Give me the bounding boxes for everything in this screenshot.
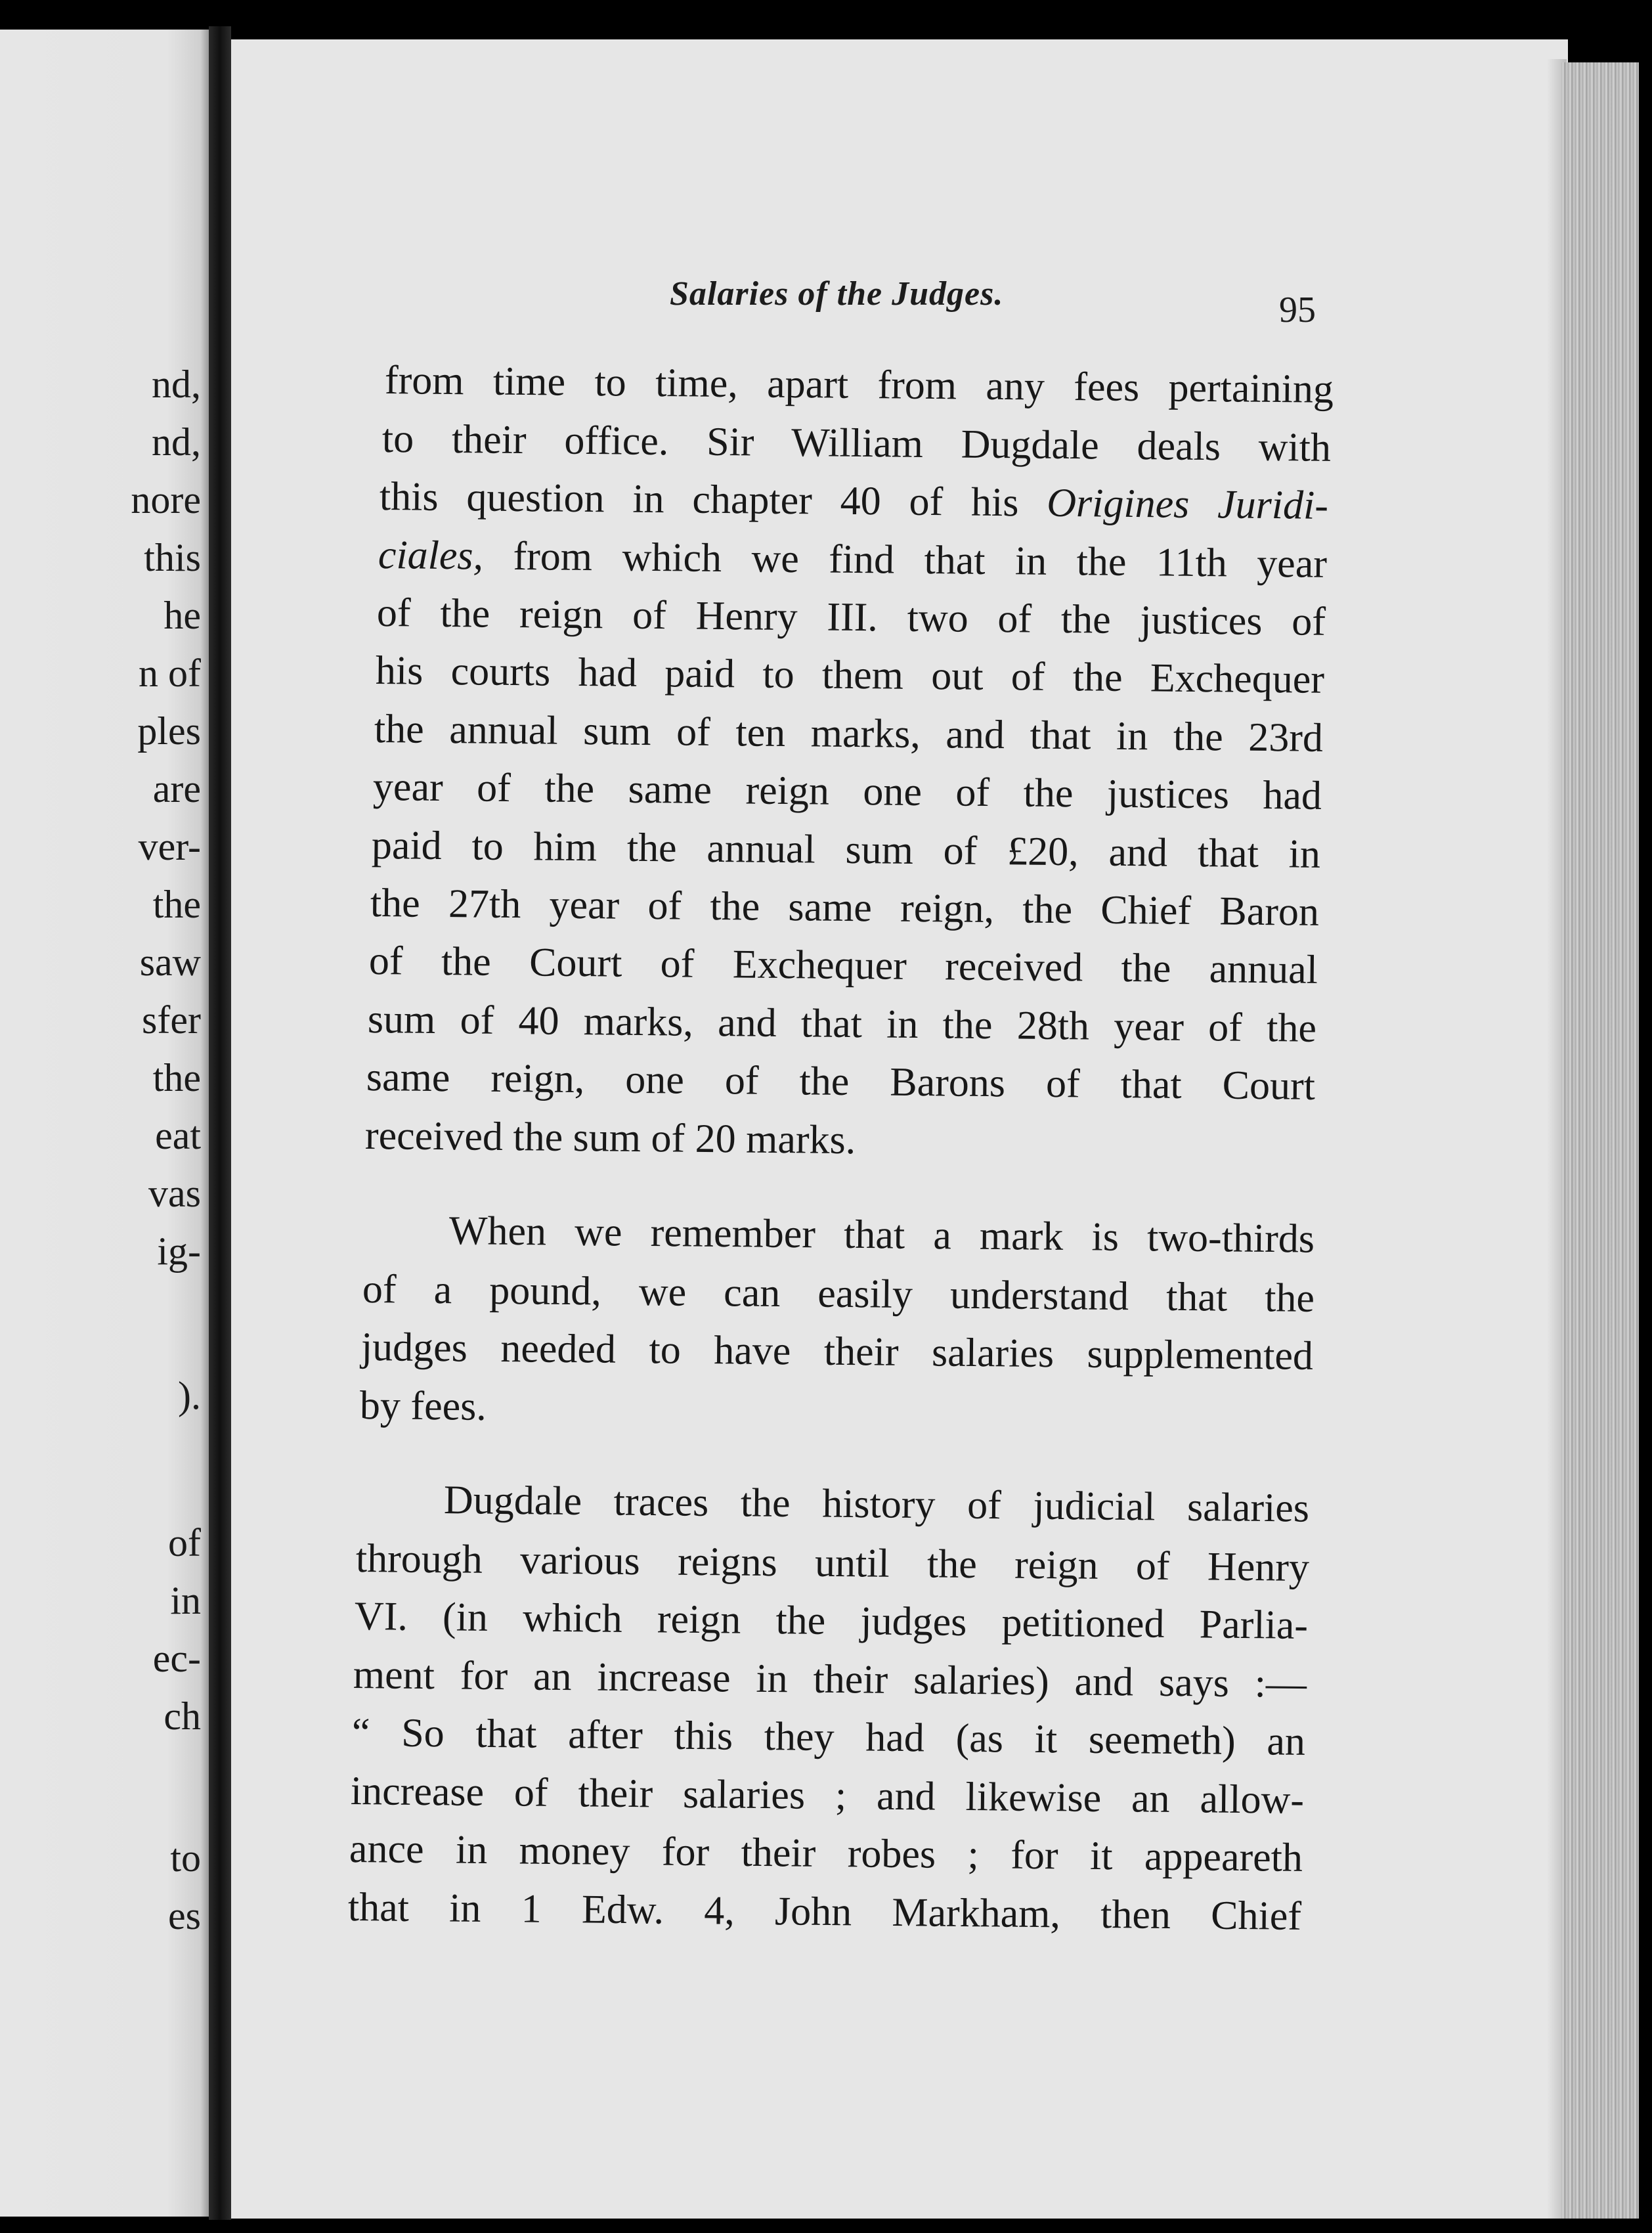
left-line-fragment: vas: [148, 1172, 201, 1215]
text-line: [380, 476, 1329, 526]
book-gutter: [209, 26, 231, 2220]
book-title-italic: ciales,: [378, 533, 484, 579]
text-line: through various reigns until the reign of Henry: [355, 1536, 1310, 1590]
text-line: his courts had paid to them out of the Exchequer: [375, 648, 1325, 702]
text-line: sum of 40 marks, and that in the 28th year of the: [367, 997, 1317, 1051]
text-line: ment for an increase in their salaries) and says :—: [353, 1652, 1307, 1706]
left-line-fragment: eat: [155, 1114, 201, 1157]
left-line-fragment: es: [168, 1894, 201, 1937]
left-line-fragment: this: [144, 536, 201, 579]
text-line: received the sum of 20 marks.: [364, 1113, 856, 1163]
text-line: paid to him the annual sum of £20, and that in: [371, 823, 1321, 877]
text-line: that in 1 Edw. 4, John Markham, then Chief: [347, 1885, 1302, 1939]
text-line: [378, 535, 1328, 585]
left-line-fragment: in: [170, 1579, 201, 1622]
left-line-fragment: he: [163, 594, 201, 637]
left-line-fragment: the: [152, 883, 201, 926]
left-line-fragment: are: [152, 767, 201, 810]
running-header-title: Salaries of the Judges.: [670, 275, 1004, 313]
left-line-fragment: ec-: [152, 1637, 201, 1680]
left-line-fragment: nore: [131, 478, 201, 521]
left-line-fragment: ).: [178, 1374, 201, 1417]
book-title-italic: Origines Juridi-: [1047, 480, 1329, 528]
left-line-fragment: sfer: [142, 998, 201, 1042]
text-line: the 27th year of the same reign, the Chief Baron: [370, 881, 1320, 935]
page-number: 95: [1279, 290, 1316, 330]
text-run: this question in chapter 40 of his: [379, 474, 1047, 525]
previous-page-fragment: [0, 30, 209, 2217]
text-line: “ So that after this they had (as it seemeth) an: [351, 1710, 1306, 1764]
left-line-fragment: the: [152, 1056, 201, 1099]
page-stack-edges: [1561, 62, 1639, 2219]
text-line: When we remember that a mark is two-thirds: [448, 1208, 1315, 1262]
text-line: ance in money for their robes ; for it appeareth: [349, 1826, 1303, 1880]
left-line-fragment: ver-: [138, 825, 201, 868]
left-line-fragment: saw: [139, 940, 201, 984]
text-line: same reign, one of the Barons of that Court: [366, 1055, 1316, 1109]
left-line-fragment: ch: [163, 1694, 201, 1738]
text-line: of a pound, we can easily understand that the: [362, 1267, 1315, 1321]
left-line-fragment: n of: [139, 652, 201, 695]
left-line-fragment: ig-: [157, 1229, 201, 1273]
text-line: from time to time, apart from any fees pertaining: [384, 358, 1334, 412]
text-line: to their office. Sir William Dugdale deals with: [381, 416, 1332, 470]
text-run: from which we find that in the 11th year: [483, 533, 1328, 586]
left-line-fragment: nd,: [152, 420, 201, 464]
left-line-fragment: ples: [137, 709, 201, 753]
text-line: the annual sum of ten marks, and that in the 23rd: [374, 707, 1324, 761]
text-line: Dugdale traces the history of judicial salaries: [443, 1478, 1310, 1531]
left-line-fragment: of: [168, 1521, 201, 1564]
text-line: of the reign of Henry III. two of the justices of: [376, 590, 1326, 644]
text-line: year of the same reign one of the justices had: [372, 764, 1322, 818]
left-line-fragment: to: [170, 1836, 201, 1880]
text-line: VI. (in which reign the judges petitioned Parlia-: [354, 1594, 1309, 1648]
text-line: increase of their salaries ; and likewise an allow-: [350, 1769, 1305, 1823]
left-line-fragment: nd,: [152, 363, 201, 406]
text-line: by fees.: [359, 1383, 487, 1429]
text-line: of the Court of Exchequer received the annual: [368, 939, 1318, 992]
text-line: judges needed to have their salaries supplemented: [360, 1325, 1314, 1379]
